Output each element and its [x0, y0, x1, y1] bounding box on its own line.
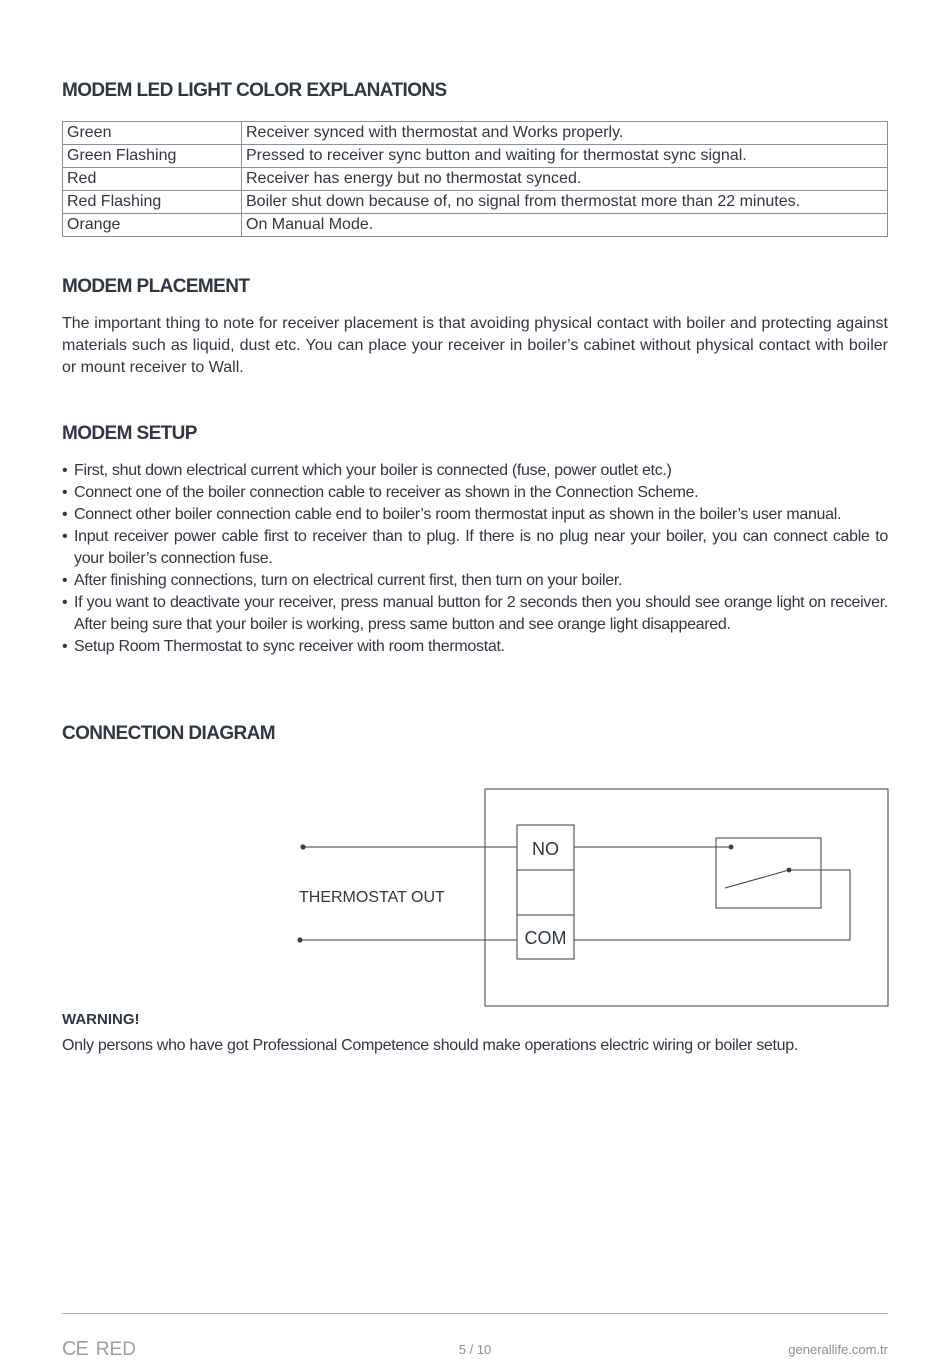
certification-logo [62, 1338, 136, 1361]
wire-com-out [574, 870, 850, 940]
list-item: • Connect one of the boiler connection cable to receiver as shown in the Connection Scheme. [62, 482, 888, 504]
led-color-cell: Red [63, 168, 242, 191]
list-item: • After finishing connections, turn on electrical current first, then turn on your boiler. [62, 570, 888, 592]
led-color-cell: Green Flashing [63, 145, 242, 168]
warning-title: WARNING! [62, 1011, 140, 1028]
placement-paragraph: The important thing to note for receiver placement is that avoiding physical contact with boiler and protecting against materials such as liquid, dust etc. You can place your receiver in boiler’s cabinet without physical contact with boiler or mount receiver to Wall. [62, 315, 888, 376]
diagram-section-title: CONNECTION DIAGRAM [62, 723, 275, 744]
placement-section-title: MODEM PLACEMENT [62, 276, 250, 297]
terminal-middle-box [517, 870, 574, 915]
website-link[interactable]: generallife.com.tr [788, 1342, 888, 1357]
list-item: • Input receiver power cable first to receiver than to plug. If there is no plug near your boiler, you can connect cable to your boiler’s connection fuse. [62, 526, 888, 570]
led-meaning-cell: Boiler shut down because of, no signal from thermostat more than 22 minutes. [242, 191, 888, 214]
led-color-cell: Red Flashing [63, 191, 242, 214]
thermostat-terminal-dot [300, 844, 305, 849]
list-item: • First, shut down electrical current which your boiler is connected (fuse, power outlet etc.) [62, 460, 888, 482]
red-mark: RED [95, 1338, 136, 1360]
terminal-no-label: NO [532, 839, 559, 859]
led-color-cell: Green [63, 122, 242, 145]
relay-contact-dot [729, 845, 734, 850]
led-color-cell: Orange [63, 214, 242, 237]
warning-text: Only persons who have got Professional Competence should make operations electric wiring or boiler setup. [62, 1037, 799, 1054]
led-meaning-cell: Receiver has energy but no thermostat synced. [242, 168, 888, 191]
led-meaning-cell: On Manual Mode. [242, 214, 888, 237]
led-section-title: MODEM LED LIGHT COLOR EXPLANATIONS [62, 80, 447, 101]
thermostat-terminal-dot [297, 937, 302, 942]
relay-switch-contact [725, 870, 789, 888]
receiver-box [485, 789, 888, 1006]
led-meaning-cell: Pressed to receiver sync button and waiting for thermostat sync signal. [242, 145, 888, 168]
page-number: 5 / 10 [458, 1342, 492, 1357]
terminal-com-label: COM [524, 928, 567, 948]
led-meaning-cell: Receiver synced with thermostat and Works properly. [242, 122, 888, 145]
ce-mark: CE [62, 1338, 88, 1360]
list-item: • If you want to deactivate your receiver, press manual button for 2 seconds then you should see orange light on receiver. After being sure that your boiler is working, press same button and see orange light disappeared. [62, 592, 888, 636]
list-item: • Connect other boiler connection cable end to boiler’s room thermostat input as shown in the boiler’s user manual. [62, 504, 888, 526]
list-item: • Setup Room Thermostat to sync receiver with room thermostat. [62, 636, 888, 658]
setup-section-title: MODEM SETUP [62, 423, 197, 444]
relay-pivot-dot [787, 868, 792, 873]
footer-divider [62, 1313, 888, 1314]
thermostat-out-label: THERMOSTAT OUT [299, 889, 445, 906]
